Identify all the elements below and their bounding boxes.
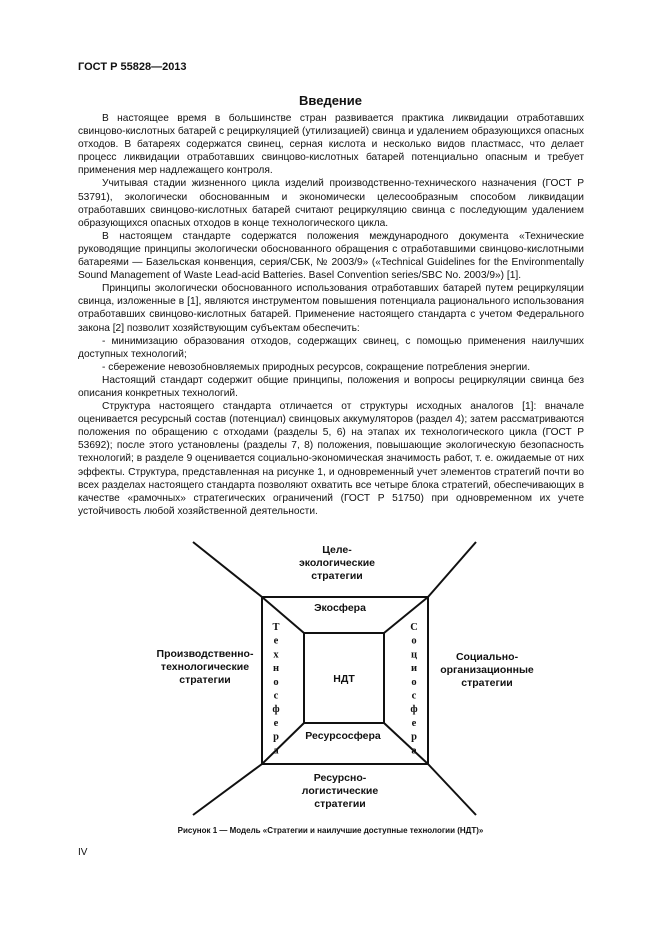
vertical-letter: С [410, 622, 418, 633]
top-strategy-label-line: стратегии [311, 570, 363, 582]
vertical-letter: е [273, 635, 279, 647]
sociosphere-vertical-label [410, 622, 418, 756]
paragraph: Учитывая стадии жизненного цикла изделий производственно-технического назначения (ГОСТ Р 53791), экологически обоснованным и экономически целесообразным способом ликвидации отработавших свинцово-кислотных батарей считают рециркуляцию свинца с последующим удалением образующихся опасных отходов в конце технологического цикла. [78, 178, 584, 229]
vertical-letter: а [411, 745, 417, 757]
page-number: IV [78, 847, 88, 858]
technosphere-vertical-label [272, 622, 279, 756]
vertical-letter: е [411, 717, 417, 729]
vertical-letter: е [273, 717, 279, 729]
right-strategy-label-line: Социально- [455, 651, 519, 663]
paragraph: В настоящее время в большинстве стран развивается практика ликвидации отработавших свинцово-кислотных батарей с рециркуляцией (утилизацией) свинца и удалением образующихся опасных отходов. В батареях содержатся свинец, серная кислота и несколько видов пластмасс, что делает процесс ликвидации отработавших свинцово-кислотных батарей потенциально опасным и требует применения мер надлежащего контроля. [78, 113, 584, 177]
top-strategy-label-line: экологические [298, 557, 376, 569]
right-strategy-label-line: организационные [440, 664, 534, 676]
diagonal-line [193, 542, 262, 597]
paragraph: Принципы экологически обоснованного использования отработавших батарей путем рециркуляции свинца, изложенные в [1], являются инструментом повышения потенциала рационального использования отработавших свинцово-кислотных батарей. Применение настоящего стандарта с учетом Федерального закона [2] позволит хозяйствующим субъектам обеспечить: [78, 283, 584, 334]
bottom-strategy-label-line: логистические [301, 785, 379, 797]
vertical-letter: н [272, 663, 280, 675]
section-title: Введение [299, 93, 362, 108]
vertical-letter: а [273, 745, 279, 757]
vertical-letter: р [273, 731, 279, 743]
ecosphere-label: Экосфера [314, 602, 366, 614]
vertical-letter: ф [410, 704, 418, 716]
vertical-letter: Т [272, 622, 280, 633]
left-strategy-label-line: стратегии [179, 674, 231, 686]
list-item: - сбережение невозобновляемых природных ресурсов, сокращение потребления энергии. [102, 361, 531, 373]
bottom-strategy-label-line: стратегии [314, 798, 366, 810]
vertical-letter: р [411, 731, 417, 743]
paragraph: Настоящий стандарт содержит общие принципы, положения и вопросы рециркуляции свинца без описания конкретных технологий. [78, 374, 584, 399]
document-code-header: ГОСТ Р 55828—2013 [78, 61, 187, 73]
vertical-letter: х [273, 649, 279, 661]
vertical-letter: ц [410, 649, 418, 661]
left-strategy-label-line: Производственно- [156, 648, 254, 660]
diagonal-line [428, 542, 476, 597]
vertical-letter: с [411, 690, 417, 702]
list-item: - минимизацию образования отходов, содержащих свинец, с помощью применения наилучших доступных технологий; [78, 335, 584, 360]
top-strategy-label-line: Целе- [322, 544, 352, 556]
vertical-letter: с [273, 690, 279, 702]
bottom-strategy-label-line: Ресурсно- [313, 772, 367, 784]
vertical-letter: о [411, 635, 417, 647]
diagonal-line [193, 764, 262, 815]
vertical-letter: и [410, 663, 418, 675]
ndt-center-label: НДТ [333, 673, 355, 685]
body-text [78, 112, 584, 518]
vertical-letter: о [411, 676, 417, 688]
strategy-model-figure [0, 538, 661, 816]
vertical-letter: ф [272, 704, 280, 716]
left-strategy-label-line: технологические [160, 661, 250, 673]
paragraph: Структура настоящего стандарта отличается от структуры исходных аналогов [1]: вначале оценивается ресурсный состав (потенциал) свинцовых аккумуляторов (раздел 4); затем рассматриваются положения по обращению с отходами (разделы 5, 6) на этапах их технологического цикла (ГОСТ Р 53692); после этого установлены (разделы 7, 8) положения, повышающие экологическую безопасность технологий; в разделе 9 оценивается социально-экономическая значимость работ, т. е. ожидаемые от них эффекты. Структура, представленная на рисунке 1, и одновременный учет элементов стратегий почти во всех разделах настоящего стандарта позволяют охватить все четыре блока стратегий, обеспечивающих в качестве «рамочных» стратегических ограничений (ГОСТ Р 51750) при одновременном их учете устойчивость любой хозяйственной деятельности. [78, 401, 584, 517]
vertical-letter: о [273, 676, 279, 688]
paragraph: В настоящем стандарте содержатся положения международного документа «Технические руководящие принципы экологически обоснованного обращения с отработавшими свинцово-кислотными батареями — Базельская конвенция, серия/СБК, № 2003/9» («Technical Guidelines for the Environmentally Sound Management of Waste Lead-acid Batteries. Basel Convention series/SBC No. 2003/9») [1]. [78, 230, 584, 282]
diagonal-line [428, 764, 476, 815]
resourcesphere-label: Ресурсосфера [305, 730, 381, 742]
right-strategy-label-line: стратегии [461, 677, 513, 689]
figure-caption: Рисунок 1 — Модель «Стратегии и наилучшие доступные технологии (НДТ)» [177, 826, 484, 835]
